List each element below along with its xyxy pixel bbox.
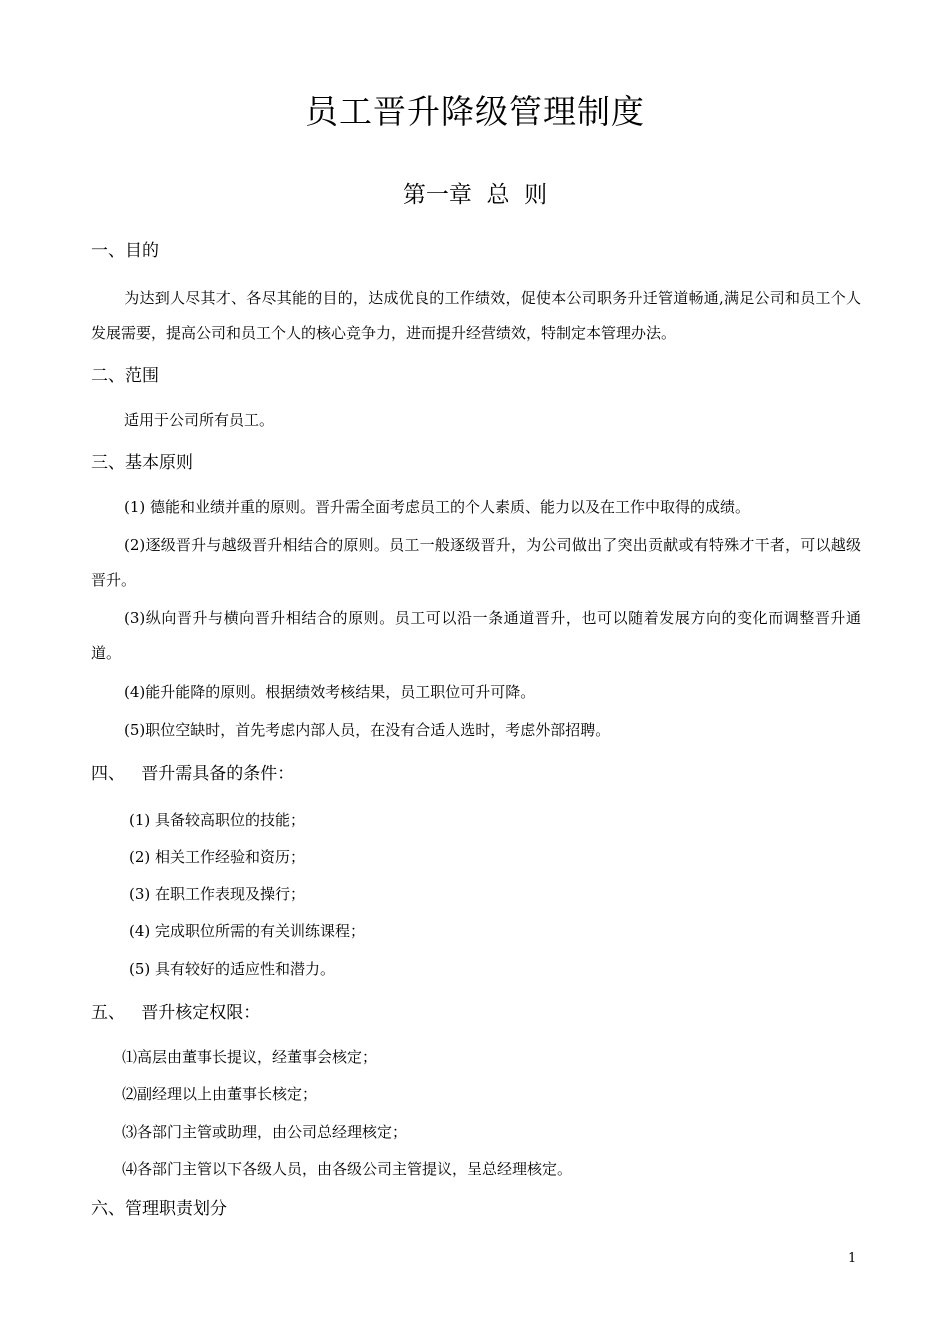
principle-item — [91, 713, 861, 748]
condition-item: (4) 完成职位所需的有关训练课程； — [129, 922, 366, 940]
section-paragraph-scope — [91, 403, 861, 438]
condition-item: (2) 相关工作经验和资历； — [129, 848, 306, 866]
section-heading-authority: 五、 晋升核定权限： — [91, 1003, 261, 1023]
principle-text: (1) 德能和业绩并重的原则。晋升需全面考虑员工的个人素质、能力以及在工作中取得的成绩。 — [124, 498, 751, 516]
authority-item: ⑵副经理以上由董事长核定； — [122, 1085, 318, 1103]
page-number: 1 — [848, 1251, 857, 1266]
paragraph-text: 为达到人尽其才、各尽其能的目的，达成优良的工作绩效，促使本公司职务升迁管道畅通,满足公司和员工个人发展需要，提高公司和员工个人的核心竞争力，进而提升经营绩效，特制定本管理办法。 — [91, 289, 861, 342]
principle-item — [91, 490, 861, 525]
condition-item: (1) 具备较高职位的技能； — [129, 811, 306, 829]
section-heading-scope: 二、范围 — [91, 366, 159, 386]
principle-text: (4)能升能降的原则。根据绩效考核结果，员工职位可升可降。 — [124, 683, 536, 701]
principle-text: (5)职位空缺时，首先考虑内部人员，在没有合适人选时，考虑外部招聘。 — [124, 721, 611, 739]
section-heading-responsibilities: 六、管理职责划分 — [91, 1199, 227, 1219]
principle-item — [91, 675, 861, 710]
authority-item: ⑶各部门主管或助理，由公司总经理核定； — [122, 1123, 408, 1141]
section-heading-purpose: 一、目的 — [91, 241, 159, 261]
authority-item: ⑷各部门主管以下各级人员，由各级公司主管提议，呈总经理核定。 — [122, 1160, 573, 1178]
chapter-heading: 第一章 总 则 — [402, 182, 548, 208]
condition-item: (3) 在职工作表现及操行； — [129, 885, 306, 903]
section-paragraph-purpose — [91, 281, 861, 351]
section-heading-conditions: 四、 晋升需具备的条件： — [91, 764, 295, 784]
principle-item — [91, 528, 861, 598]
principle-item — [91, 601, 861, 671]
principle-text: (3)纵向晋升与横向晋升相结合的原则。员工可以沿一条通道晋升，也可以随着发展方向的变化而调整晋升通道。 — [91, 609, 861, 662]
principle-text: (2)逐级晋升与越级晋升相结合的原则。员工一般逐级晋升，为公司做出了突出贡献或有特殊才干者，可以越级晋升。 — [91, 536, 861, 589]
document-title: 员工晋升降级管理制度 — [305, 92, 645, 131]
condition-item: (5) 具有较好的适应性和潜力。 — [129, 960, 336, 978]
section-heading-principles: 三、基本原则 — [91, 453, 193, 473]
authority-item: ⑴高层由董事长提议，经董事会核定； — [122, 1048, 378, 1066]
paragraph-text: 适用于公司所有员工。 — [124, 411, 275, 429]
